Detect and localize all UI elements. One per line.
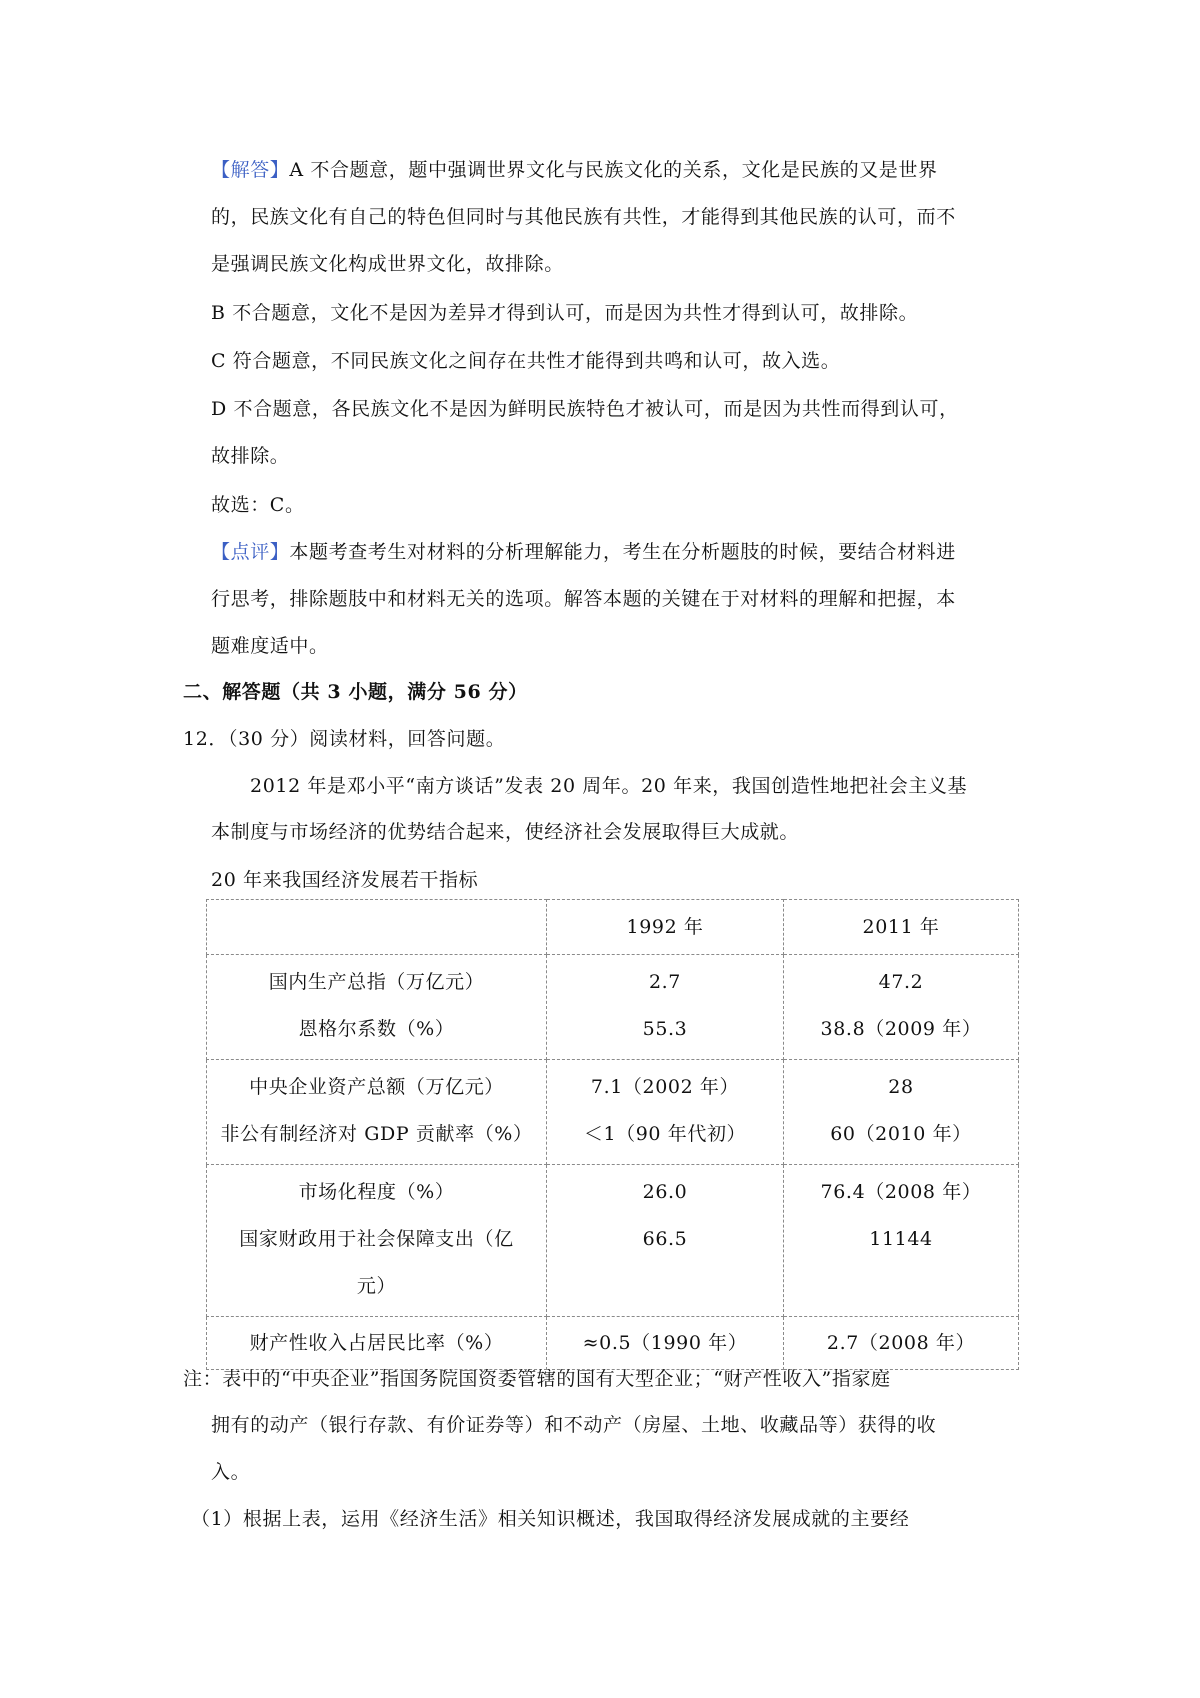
table-label-cell: 中央企业资产总额（万亿元） 非公有制经济对 GDP 贡献率（%） xyxy=(207,1060,547,1165)
table-value-cell: 26.0 66.5 xyxy=(547,1165,784,1317)
table-row xyxy=(207,1317,1019,1370)
question-paragraph-line-2: 本制度与市场经济的优势结合起来，使经济社会发展取得巨大成就。 xyxy=(211,821,800,843)
sub-question-1: （1）根据上表，运用《经济生活》相关知识概述，我国取得经济发展成就的主要经 xyxy=(191,1508,910,1530)
table-row xyxy=(207,1165,1019,1317)
answer-option-b: B 不合题意，文化不是因为差异才得到认可，而是因为共性才得到认可，故排除。 xyxy=(211,302,919,324)
comment-line-2: 行思考，排除题肢中和材料无关的选项。解答本题的关键在于对材料的理解和把握，本 xyxy=(211,588,956,610)
table-value-cell: 76.4（2008 年） 11144 xyxy=(784,1165,1019,1317)
question-paragraph-line-1: 2012 年是邓小平“南方谈话”发表 20 周年。20 年来，我国创造性地把社会主义基 xyxy=(250,775,968,797)
indicator-table xyxy=(206,899,1019,1370)
table-label-cell: 国内生产总指（万亿元） 恩格尔系数（%） xyxy=(207,955,547,1060)
table-header-cell: 2011 年 xyxy=(784,900,1019,955)
comment-line-1 xyxy=(211,538,956,566)
answer-text: A 不合题意，题中强调世界文化与民族文化的关系，文化是民族的又是世界 xyxy=(289,159,938,181)
answer-option-d-line-2: 故排除。 xyxy=(211,445,290,467)
table-row xyxy=(207,1060,1019,1165)
table-note-line-3: 入。 xyxy=(211,1461,251,1483)
answer-line-1 xyxy=(211,156,938,184)
comment-text: 本题考查考生对材料的分析理解能力，考生在分析题肢的时候，要结合材料进 xyxy=(289,541,956,563)
table-value-cell: 28 60（2010 年） xyxy=(784,1060,1019,1165)
answer-choice: 故选：C。 xyxy=(211,494,305,516)
table-value-cell: 2.7 55.3 xyxy=(547,955,784,1060)
question-title: 12．（30 分）阅读材料，回答问题。 xyxy=(183,728,506,750)
table-row xyxy=(207,955,1019,1060)
answer-option-d-line-1: D 不合题意，各民族文化不是因为鲜明民族特色才被认可，而是因为共性而得到认可， xyxy=(211,398,959,420)
comment-line-3: 题难度适中。 xyxy=(211,635,329,657)
table-value-cell: ≈0.5（1990 年） xyxy=(547,1317,784,1370)
table-header-cell xyxy=(207,900,547,955)
answer-line-3: 是强调民族文化构成世界文化，故排除。 xyxy=(211,253,564,275)
table-value-cell: 2.7（2008 年） xyxy=(784,1317,1019,1370)
table-header-cell: 1992 年 xyxy=(547,900,784,955)
table-note-line-1: 注：表中的“中央企业”指国务院国资委管辖的国有大型企业；“财产性收入”指家庭 xyxy=(183,1368,891,1390)
answer-option-c: C 符合题意，不同民族文化之间存在共性才能得到共鸣和认可，故入选。 xyxy=(211,350,841,372)
table-header-row xyxy=(207,900,1019,955)
table-value-cell: 7.1（2002 年） ＜1（90 年代初） xyxy=(547,1060,784,1165)
table-note-line-2: 拥有的动产（银行存款、有价证券等）和不动产（房屋、土地、收藏品等）获得的收 xyxy=(211,1414,937,1436)
comment-tag: 【点评】 xyxy=(211,541,290,563)
answer-tag: 【解答】 xyxy=(211,159,290,181)
table-label-cell: 市场化程度（%） 国家财政用于社会保障支出（亿 元） xyxy=(207,1165,547,1317)
table-caption: 20 年来我国经济发展若干指标 xyxy=(211,869,479,891)
table-value-cell: 47.2 38.8（2009 年） xyxy=(784,955,1019,1060)
answer-line-2: 的，民族文化有自己的特色但同时与其他民族有共性，才能得到其他民族的认可，而不 xyxy=(211,206,956,228)
table-label-cell: 财产性收入占居民比率（%） xyxy=(207,1317,547,1370)
section-heading: 二、解答题（共 3 小题，满分 56 分） xyxy=(183,681,528,703)
